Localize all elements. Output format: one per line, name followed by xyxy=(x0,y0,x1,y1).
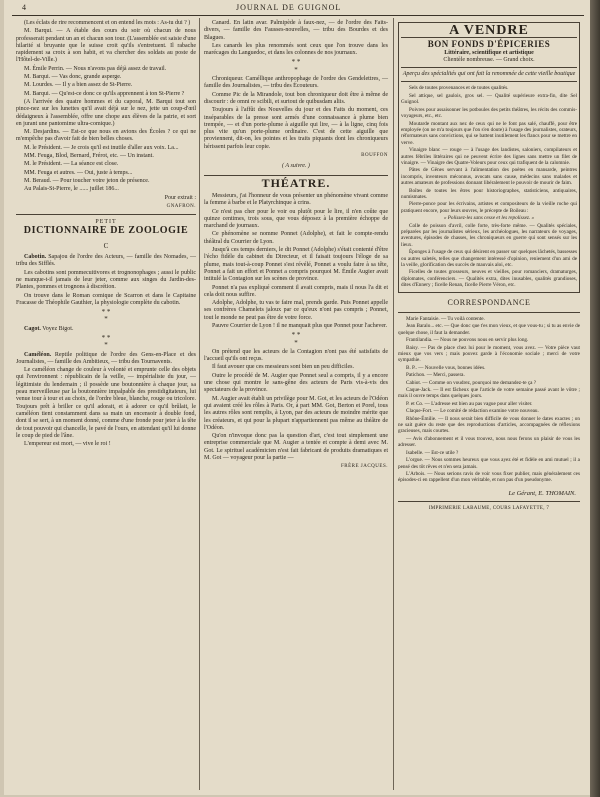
paragraph: M. Barqui. — Qu'est-ce donc ce qu'ils apprennent à ton St-Pierre ? xyxy=(24,90,185,97)
paragraph: Ce phénomène se nomme Ponnet (Adolphe), et fait le compte-rendu théâtral du Courrier de Lyon. xyxy=(204,231,388,245)
advert-subtitle: BON FONDS D'ÉPICERIES xyxy=(427,39,551,50)
entry-text: Voyez Bigot. xyxy=(40,325,74,332)
entry-term: Cagot. xyxy=(24,325,41,332)
advert-item: Pierre-ponce pour les écrivains, artistes et compositeurs de la vieille roche qui pratiquent encore, pour leurs œuvres, le précepte de Boileau : xyxy=(401,201,577,214)
separator-stars: * * * xyxy=(291,58,301,74)
dictionary-entry xyxy=(16,254,196,269)
advert-item: Sels de toutes provenances et de toutes qualités. xyxy=(409,85,509,92)
correspondance-item: L'orgue. — Nous sommes heureux que vous ayez été et fidèle en ami mutuel ; il a pensé des tôt rêves et n'en sera jamais. xyxy=(398,457,580,470)
separator-stars: * * * xyxy=(101,333,111,350)
column-divider-1 xyxy=(199,18,200,790)
paragraph: Le caméléon change de couleur à volonté et emprunte celle des objets qui l'environnent : républicain de la veille, — impérialiste du jour, — légitimiste du lendemain ; il possède une boutonnière à chaque jour, sa peau merveilleuse par la boutonnière impalpable des prestidigitateurs, lui venue tour à tour et au choix, de l'ordre bleue, blanche, rouge ou tricolore. Toujours prêt à briller ce qu'il adorait, et à adorer ce qu'il brûlait, le caméléon tient constamment dans sa main un encensoir à double fond, dont il se sert, à un moment donné, comme d'une fronde pour jeter à la tête de tout pouvoir qui chancelle, le pavé de l'ours, en attendant qu'il lui donne le coup de pied de l'âne. xyxy=(16,367,196,439)
advertisement-box xyxy=(398,22,580,293)
paragraph: L'empereur est mort, — vive le roi ! xyxy=(24,441,111,448)
column-1 xyxy=(16,20,196,449)
correspondance-item: L'Arbois. — Nous serions ravis de voir vous fixer publier, mais généralement ces épisodes-ci en rappellent d'un mon véritable, et non pas d'un pseudonyme. xyxy=(398,470,580,484)
paragraph: M. Augier avait établi un privilège pour M. Got, et les acteurs de l'Odéon qui avaient créé les rôles à Paris. Or, à part MM. Got, Berton et Porel, tous les autres rôles sont remplis, à Lyon, par des acteurs de moindre mérite que les créateurs, et qui pour la plupart n'appartiennent pas même au théâtre de l'Odéon. xyxy=(204,395,388,431)
divider xyxy=(16,214,196,215)
paragraph: Ponnet n'a pas expliqué comment il avait compris, mais il nous l'a dit et cela doit nous suffire. xyxy=(204,284,388,298)
advert-intro: Aperçu des spécialités qui ont fait la renommée de cette vieille boutique xyxy=(402,71,576,78)
correspondance-item: Marie Fantaisie. — Tu voilà contente. xyxy=(406,315,485,322)
separator-stars: * * * xyxy=(291,331,301,347)
advert-category: Littéraire, scientifique et artistique xyxy=(444,49,534,56)
paragraph: Qu'on n'invoque donc pas la question d'art, c'est tout simplement une entreprise commerciale que M. Augier a tentée et compte à demi avec M. Got. Le spirituel académicien n'est fait fabricant de produits dramatiques et M. Got — voyageur pour la partie — xyxy=(204,433,388,462)
separator-stars: * * * xyxy=(101,308,111,324)
page-header xyxy=(4,0,590,14)
section-small-title: PETIT xyxy=(95,219,117,226)
paragraph: Les cabotins sont pommecuitivores et trognonophages ; aussi le public ne manque-t-il jamais de leur jeter, comme aux singes du Jardin-des-Plantes, pommes et trognons à discrétion. xyxy=(16,269,196,291)
paragraph: Les canards les plus renommés sont ceux que l'on trouve dans les marécages du Languedoc, et dans les colonnes de nos journaux. xyxy=(204,42,388,57)
page-number: 4 xyxy=(22,3,27,12)
paragraph: M. Barqui. — A étable des cours du soir où chacun de nous professerait pendant un an et chacun son tour. (L'assemblée est saisie d'une hilarité si bruyante que le suisse croit qu'ils s'entretuent. Il rabache rapidement sa croix à son habit, et va chercher des soldats au poste de l'Hôtel-de-Ville.) xyxy=(16,28,196,64)
advert-item: Pâtes de Gênes servant à l'alimentation des poètes en mansarde, peintres incompris, inventeurs méconnus, avocats sans cause, médecins sans malades et autres amateurs de professions donnant libéralement le pouvoir de mourir de faim. xyxy=(401,167,577,187)
advert-clientele: Clientèle nombreuse. — Grand choix. xyxy=(443,56,535,63)
correspondance-item: Frantilandia. — Nous ne pouvons nous en servir plus long. xyxy=(406,337,529,344)
correspondance-item: Jean Baralo... etc. — Que donc que t'es mon vieux, et que vous-tu ; si tu as envie de quelque chose, il faut la demander. xyxy=(398,323,580,336)
entry-term: Caméléon. xyxy=(24,351,52,358)
paragraph: (Les éclats de rire recommencent et on entend les mots : As-tu dui ? ) xyxy=(24,20,191,26)
binding-spine xyxy=(590,0,600,797)
advert-item: Poivres pour assaisonner les potboules des petits théâtres, les récits des commis-voyageurs, etc., etc. xyxy=(401,106,577,120)
correspondance-item: Isabelle. — Est-ce utile ? xyxy=(406,449,459,456)
correspondance-item: Patichon. — Merci, passera. xyxy=(406,372,465,379)
correspondance-item: P. et Co. — L'adresse est bien au pas vague pour aller visiter. xyxy=(406,400,533,407)
newspaper-page xyxy=(4,0,590,795)
extract-note: Pour extrait : xyxy=(164,194,196,201)
dictionary-entry xyxy=(16,326,196,333)
advert-item: Vinaigre blanc — rouge — à l'usage des landistes, saloniers, compilateurs et autres fébriles littéraires qui ne peuvent écrire des lignes sans mettre un filet de vinaigre. — Vinaigre des Quatre-Voleurs pour ceux qui trafiquent de la calomnie. xyxy=(401,147,577,166)
theatre-title: THÉATRE. xyxy=(261,175,331,190)
manager-signature: Le Gérant, E. THOMAIN. xyxy=(508,489,576,497)
paragraph: Au Palais-St-Pierre, le ...... juillet 186... xyxy=(24,186,119,193)
entry-text: Sapajou de l'ordre des Acteurs, — famille des Nomades, — tribu des Sifflés. xyxy=(16,254,196,268)
paragraph: MM. Feuga, Blod, Bernard, Frérot, etc. — Un instant. xyxy=(24,153,154,160)
correspondance-item: B. P.. — Nouvelle vous, bonnes idées. xyxy=(406,364,486,371)
journal-title: JOURNAL DE GUIGNOL xyxy=(236,3,342,12)
entry-text: Reptile politique de l'ordre des Gens-en-Place et des Journalistes, — famille des Ambitieux, — tribu des Tournavents. xyxy=(16,351,196,365)
paragraph: Chroniqueur. Caméllique anthropophage de l'ordre des Gendelettres, — famille des Journalistes, — tribu des Écouteurs. xyxy=(204,76,388,90)
paragraph: Jusqu'à ces temps derniers, le dit Ponnet (Adolphe) s'était contenté d'être l'écho fidèle du cabinet du Directeur, et il faisait toujours l'éloge de sa plume, mais tout-à-coup Ponnet s'est révélé, Ponnet a voulu faire à sa tête, Ponnet a fait un effort et Ponnet a compris pourquoi M. Émile Augier avait intitulé la Contagion sur les scènes de province. xyxy=(204,247,388,283)
advert-item: Colle de poisson d'avril, colle forte, très-forte même. — Qualités spéciales, préparées par les journalistes sérieux, les archéologues, les narrateurs de voyages, aventures, épisodes de chasses, les chroniqueurs en guerre qui sont sensés sur les lieux. xyxy=(401,222,577,248)
signature-bouffon: BOUFFON xyxy=(361,153,388,159)
column-2 xyxy=(204,20,388,475)
divider xyxy=(401,81,577,82)
section-title: DICTIONNAIRE DE ZOOLOGIE xyxy=(23,225,189,237)
paragraph: Comme Pic de la Mirandole, tout bon chroniqueur doit être à même de discourir : de omni re scibili, et surtout de quibusdam aliis. xyxy=(204,91,388,105)
paragraph: M. le Président. — La séance est close. xyxy=(24,161,119,168)
paragraph: M. Émile Perrin. — Nous n'avons pas déjà assez de travail. xyxy=(24,65,167,72)
paragraph: Ce n'est pas cher pour le voir ou plutôt pour le lire, il n'en coûte que quinze centimes, trois sous, que vous déposez à la première échoppe de marchand de journaux. xyxy=(204,208,388,230)
divider xyxy=(398,312,580,313)
advert-item: Éponges à l'usage de ceux qui désirent en passer sur quelques lâchetés, bassesses ou autres saletés, telles que changement intéressé d'opinion, reniement d'un ami de la veille, glorification des succès de mauvais aloi, etc. xyxy=(401,249,577,269)
paragraph: (A l'arrivée des quatre hommes et du caporal, M. Barqui tout son pince-nez sur les lunettes qu'il avait déjà sur le nez, jette un coup-d'œil dédaigneux à l'assemblée, offre une chope aux élèves de la patrie, et sort en jurant une pantomime ultra-comique.) xyxy=(16,98,196,127)
to-be-continued: ( A suivre. ) xyxy=(282,163,310,170)
correspondance-item: — Avis d'abonnement et il vous trouvez, nous nous ferons un plaisir de vous les adresser. xyxy=(398,435,580,449)
paragraph: M. le Président. — Je crois qu'il est inutile d'aller aux voix. La... xyxy=(24,144,179,151)
correspondance-title: CORRESPONDANCE xyxy=(447,297,531,307)
paragraph: Canard. En latin avar. Palmipède à faux-nez, — de l'ordre des Faits-divers, — famille des Fausses-nouvelles, — tribu des Bourdes et des Blagues. xyxy=(204,20,388,41)
divider xyxy=(398,501,580,502)
paragraph: On trouve dans le Roman comique de Scarron et dans le Capitaine Fracasse de Théophile Gauthier, la physiologie complète du cabotin. xyxy=(16,292,196,306)
advert-title: A VENDRE xyxy=(449,23,529,38)
correspondance-item: Claque-Fort. — Le comité de rédaction examine votre nouveau. xyxy=(406,408,539,415)
correspondance-item: Caque-Jack. — Il est fâcheux que l'article de votre semaine passé avant le vôtre ; mais il ouvre temps dans quelques jours. xyxy=(398,387,580,400)
paragraph: Il faut avouer que ces messieurs sont bien un peu difficiles. xyxy=(212,364,355,371)
paragraph: M. Beraud. — Pour toucher votre jeton de présence. xyxy=(24,177,150,184)
paragraph: On prétend que les acteurs de la Contagion n'ont pas été satisfaits de l'accueil qu'ils ont reçus. xyxy=(204,348,388,363)
paragraph: Outre le procédé de M. Augier que Ponnet seul a compris, il y a encore une chose qui montre le sans-gêne des acteurs de Paris vis-à-vis des spectateurs de la province. xyxy=(204,372,388,394)
paragraph: M. Lourdes. — Il y a bien assez de St-Pierre. xyxy=(24,82,133,89)
paragraph: Toujours à l'affût des Nouvelles du jour et des Faits du moment, ces inséparables de la presse sont armés d'une connaissance à plume bien trempée, — et d'un porte-plume à aiguille qui lire, — à la ligne, cinq fois plus vite qu'un porte-plume ordinaire. C'est de cette aiguille que proviennent, dit-on, les pointes et les traits piquants dont les chroniqueurs hérissent parfois leur copie. xyxy=(204,107,388,150)
paragraph: Adolphe, Adolphe, tu vas te faire mal, prends garde. Puis Ponnet appelle ses confrères Chamelets jaloux par ce qu'eux n'ont pas compris ; Ponnet, tout le monde ne peut pas être de votre force. xyxy=(204,300,388,321)
advert-item: Moutarde montant aux nez de ceux qui ne le font pas salé, chauffé, pour être employée (on ne m'a toujours que l'on s'en doute) à l'usage des journalistes, orateurs, réformateurs sans convictions, qui se battent inutilement les flancs pour se mettre en verve. xyxy=(401,120,577,146)
entry-term: Cabotin. xyxy=(24,254,47,261)
advert-item: Ficelles de toutes grosseurs, neuves et vieilles, pour romanciers, dramaturges, diplomates, conférenciers. — Qualités extra, dites inusables, qualités grandioses, dites d'Ennery ; ficelle Renan, ficelle Pierre Véron, etc. xyxy=(401,269,577,289)
correspondance-item: Rhône-Émilie. — Il nous serait bien difficile de vous donner le dates exactes ; on ne sait guère du reste que des reproductions d'articles, accompagnées de réflexions gracieuses, mais courtes. xyxy=(398,415,580,435)
paragraph: M. Desjardins. — Est-ce que nous en avions des Écoles ? ce qui ne m'empêche pas d'avoir fait de bien belles choses. xyxy=(16,129,196,143)
dictionary-letter: C xyxy=(103,241,109,250)
paragraph: MM. Feuga et autres. — Oui, juste à temps... xyxy=(24,169,133,176)
advert-item: Sel attique, sel gaulois, gros sel. — Qualité supérieure extra-fin, dite Sel Guignol. xyxy=(401,92,577,106)
dictionary-entry xyxy=(16,352,196,367)
paragraph: Messieurs, j'ai l'honneur de vous présenter un phénomène vivant comme la femme à barbe et le Platyrchinque à crins. xyxy=(204,192,388,207)
signature-gnafron: GNAFRON. xyxy=(166,203,196,209)
correspondance-item: Cabiot. — Comme on voudrez, pourquoi me demandez-te ça ? xyxy=(406,379,537,386)
signature-frere-jacques: FRÈRE JACQUES. xyxy=(340,464,388,470)
advert-item: Boîtes de toutes les êtres pour historiographes, statisticiens, antiquaires, numismates. xyxy=(401,187,577,200)
printer-imprint: IMPRIMERIE LABAUME, COURS LAFAYETTE, 7 xyxy=(428,506,550,512)
column-divider-2 xyxy=(393,18,394,790)
divider xyxy=(401,67,577,68)
column-3 xyxy=(398,20,580,512)
header-rule xyxy=(12,15,584,16)
correspondance-item: Baisy. — Pas de place chez lui pour le moment, vous avez. — Votre pièce vaut mieux que vos vers ; mais pouvez garde à l'économie sociale ; merci de votre sympathie. xyxy=(398,344,580,364)
advert-quote: « Polissez-les sans cesse et les repolissez. » xyxy=(443,215,535,222)
paragraph: Pauvre Courrier de Lyon ! il ne manquait plus que Ponnet pour l'achever. xyxy=(212,322,388,329)
paragraph: M. Barqui. — Vas donc, grande asperge. xyxy=(24,74,122,81)
